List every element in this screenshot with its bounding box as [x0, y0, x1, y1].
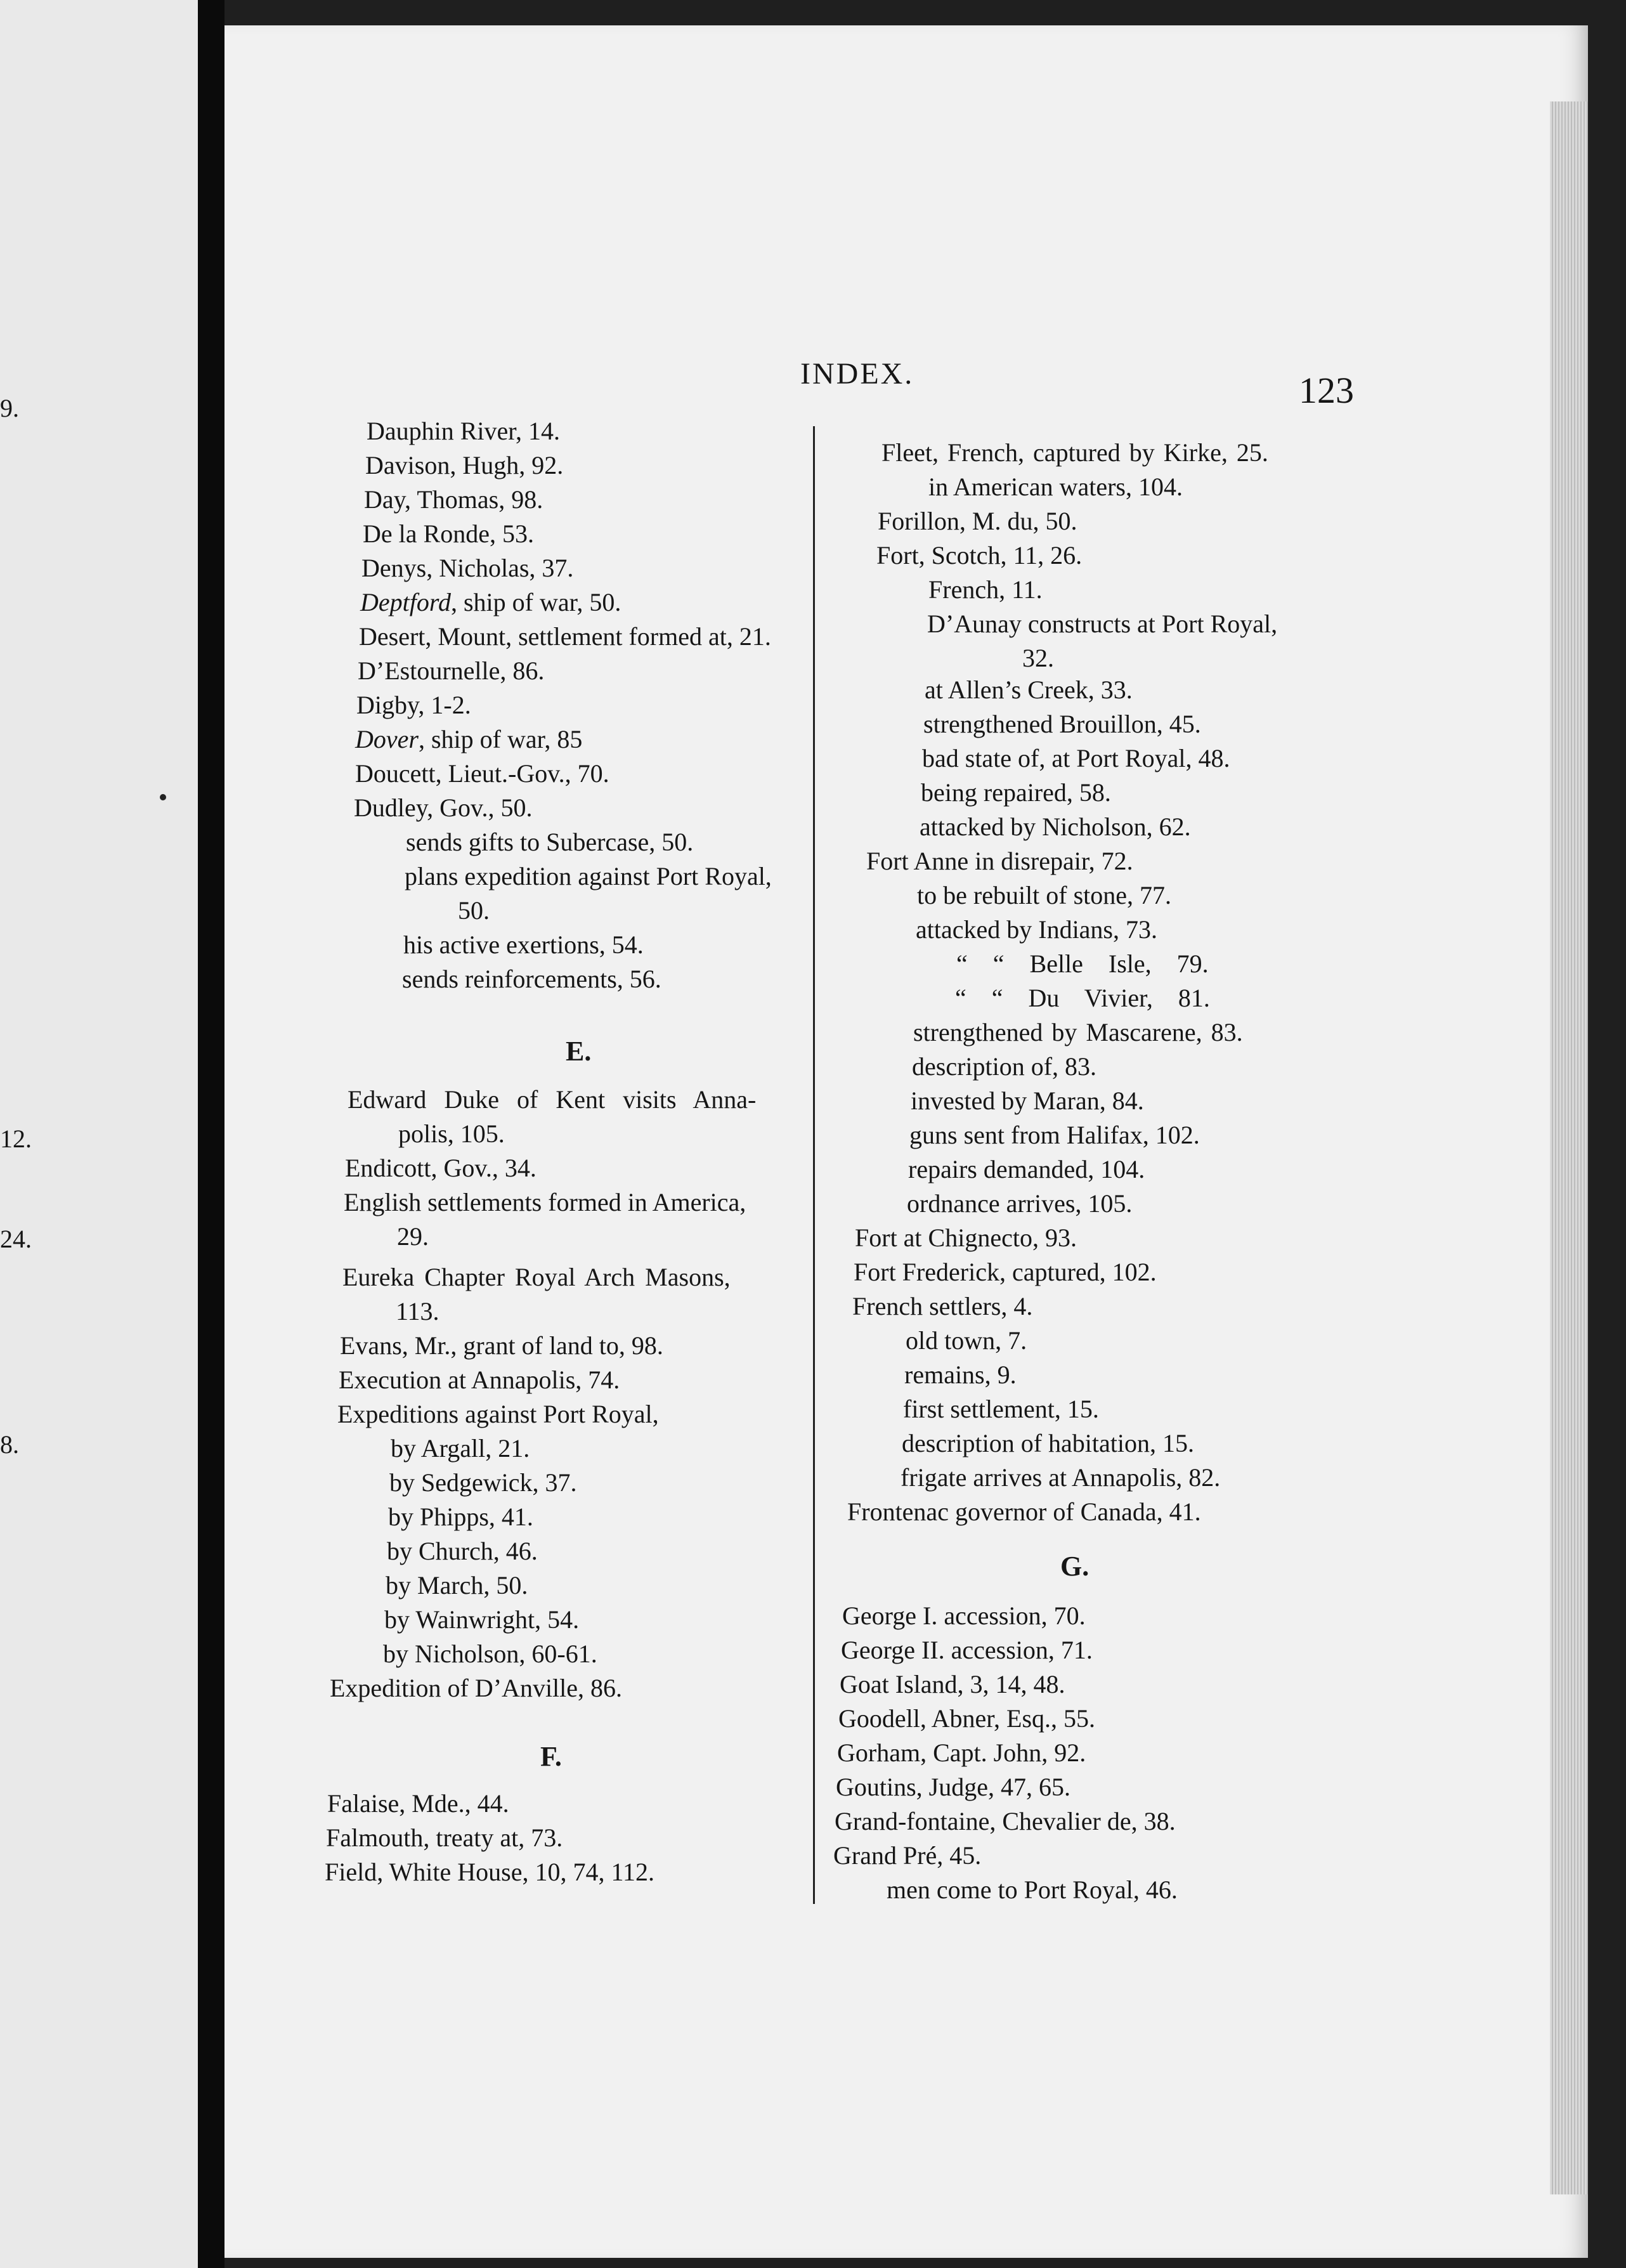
ship-name: Deptford [360, 588, 451, 616]
section-letter-f: F. [540, 1741, 562, 1772]
index-subentry: strengthened Brouillon, 45. [923, 710, 1201, 738]
index-subentry: repairs demanded, 104. [908, 1155, 1145, 1183]
index-subentry: by Nicholson, 60-61. [383, 1639, 597, 1668]
entry-text: , ship of war, 50. [450, 588, 621, 616]
index-subentry: to be rebuilt of stone, 77. [917, 881, 1172, 909]
index-subentry: first settlement, 15. [903, 1395, 1099, 1423]
index-subentry: frigate arrives at Annapolis, 82. [901, 1463, 1221, 1492]
index-subentry: guns sent from Halifax, 102. [909, 1121, 1200, 1149]
index-entry: Falmouth, treaty at, 73. [326, 1823, 563, 1852]
section-letter-e: E. [566, 1036, 592, 1067]
index-entry: Expedition of D’Anville, 86. [330, 1674, 623, 1702]
index-entry: Evans, Mr., grant of land to, 98. [340, 1331, 663, 1360]
index-subentry: sends gifts to Subercase, 50. [406, 828, 694, 856]
index-entry: Frontenac governor of Canada, 41. [847, 1497, 1201, 1526]
index-subentry: being repaired, 58. [921, 778, 1111, 807]
index-subentry: ordnance arrives, 105. [907, 1189, 1133, 1218]
index-subentry: by Church, 46. [387, 1537, 538, 1565]
index-entry: George I. accession, 70. [842, 1601, 1086, 1630]
index-subentry: by March, 50. [386, 1571, 528, 1600]
index-subentry: in American waters, 104. [928, 472, 1183, 501]
index-entry: Goutins, Judge, 47, 65. [836, 1773, 1070, 1801]
book-gutter [198, 0, 224, 2268]
index-subentry: by Argall, 21. [391, 1434, 530, 1463]
index-entry [355, 724, 582, 755]
page-number: 123 [1299, 370, 1354, 411]
index-entry: Field, White House, 10, 74, 112. [325, 1858, 654, 1886]
index-subentry: by Sedgewick, 37. [389, 1468, 577, 1497]
index-entry: Grand-fontaine, Chevalier de, 38. [835, 1807, 1176, 1835]
index-subentry: “ “ Belle Isle, 79. [956, 949, 1209, 978]
entry-text: , ship of war, 85 [418, 725, 583, 753]
ink-dot [160, 794, 166, 800]
margin-fragment: 24. [0, 1225, 32, 1253]
index-entry: Day, Thomas, 98. [364, 485, 543, 514]
index-entry: Eureka Chapter Royal Arch Masons, [342, 1263, 731, 1291]
index-subentry: bad state of, at Port Royal, 48. [922, 744, 1230, 772]
index-entry [360, 587, 621, 618]
margin-fragment: 9. [0, 394, 19, 422]
index-entry: Denys, Nicholas, 37. [361, 554, 574, 582]
index-subentry: attacked by Indians, 73. [916, 915, 1157, 944]
index-subentry: men come to Port Royal, 46. [887, 1875, 1178, 1904]
index-subentry: attacked by Nicholson, 62. [920, 812, 1191, 841]
index-entry: Gorham, Capt. John, 92. [837, 1738, 1086, 1767]
index-entry: Expeditions against Port Royal, [337, 1400, 659, 1428]
index-entry: Desert, Mount, settlement formed at, 21. [359, 622, 771, 651]
index-subentry: 50. [458, 896, 490, 925]
index-entry: Fort, Scotch, 11, 26. [876, 541, 1083, 570]
margin-fragment: 8. [0, 1430, 19, 1459]
facing-page [0, 0, 198, 2268]
index-entry: Edward Duke of Kent visits Anna- [348, 1085, 757, 1114]
index-subentry: his active exertions, 54. [403, 930, 644, 959]
index-entry: Goat Island, 3, 14, 48. [840, 1670, 1065, 1698]
index-subentry: by Phipps, 41. [388, 1502, 533, 1531]
index-entry: Digby, 1-2. [356, 691, 471, 719]
index-entry: polis, 105. [398, 1119, 505, 1148]
index-subentry: old town, 7. [906, 1326, 1027, 1355]
index-entry: 113. [396, 1297, 439, 1326]
index-entry: Dudley, Gov., 50. [354, 793, 533, 822]
section-letter-g: G. [1060, 1551, 1089, 1582]
index-entry: Fort at Chignecto, 93. [855, 1223, 1077, 1252]
index-subentry: at Allen’s Creek, 33. [925, 675, 1133, 704]
index-entry: Davison, Hugh, 92. [365, 451, 564, 479]
index-entry: 29. [397, 1222, 429, 1251]
index-entry: D’Estournelle, 86. [358, 656, 545, 685]
index-entry: Falaise, Mde., 44. [327, 1789, 509, 1818]
index-entry: Fleet, French, captured by Kirke, 25. [881, 438, 1268, 467]
index-subentry: plans expedition against Port Royal, [405, 862, 772, 890]
index-subentry: remains, 9. [904, 1360, 1017, 1389]
index-entry: Endicott, Gov., 34. [345, 1154, 537, 1182]
margin-fragment: 12. [0, 1124, 32, 1153]
index-subentry: by Wainwright, 54. [384, 1605, 580, 1634]
index-entry: Execution at Annapolis, 74. [339, 1365, 620, 1394]
index-entry: English settlements formed in America, [344, 1188, 746, 1216]
index-entry: George II. accession, 71. [841, 1636, 1093, 1664]
ship-name: Dover [355, 725, 419, 753]
index-entry: Forillon, M. du, 50. [878, 507, 1077, 535]
index-subentry: D’Aunay constructs at Port Royal, [927, 609, 1278, 638]
page-edges [1550, 101, 1588, 2194]
index-entry: Doucett, Lieut.-Gov., 70. [355, 759, 609, 788]
index-entry: Grand Pré, 45. [833, 1841, 982, 1870]
index-entry: Goodell, Abner, Esq., 55. [838, 1704, 1096, 1733]
index-entry: Fort Anne in disrepair, 72. [866, 847, 1133, 875]
index-entry: De la Ronde, 53. [363, 519, 534, 548]
index-entry: French settlers, 4. [852, 1292, 1033, 1320]
index-subentry: invested by Maran, 84. [911, 1086, 1144, 1115]
index-subentry: strengthened by Mascarene, 83. [913, 1018, 1243, 1046]
index-subentry: French, 11. [928, 575, 1043, 604]
index-entry: Fort Frederick, captured, 102. [854, 1258, 1157, 1286]
index-subentry: 32. [1022, 644, 1054, 672]
column-divider [813, 426, 815, 1904]
index-subentry: “ “ Du Vivier, 81. [955, 984, 1210, 1012]
page-title: INDEX. [800, 357, 914, 391]
index-subentry: description of, 83. [912, 1052, 1097, 1081]
index-subentry: description of habitation, 15. [902, 1429, 1195, 1457]
index-entry: Dauphin River, 14. [367, 417, 561, 445]
index-subentry: sends reinforcements, 56. [402, 965, 661, 993]
